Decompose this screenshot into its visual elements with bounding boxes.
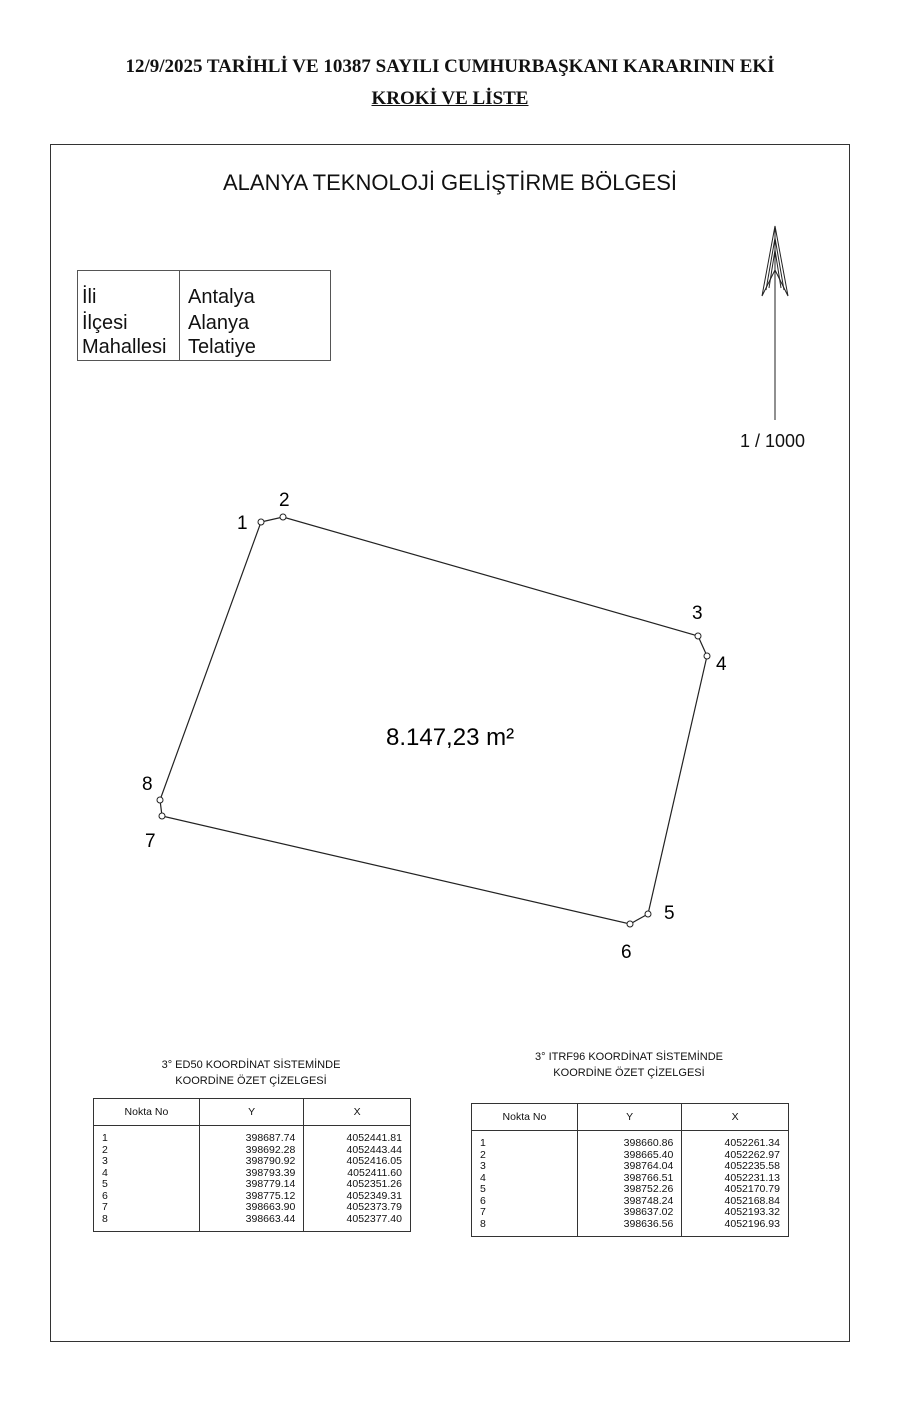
ilce-value: Alanya — [188, 312, 250, 334]
point-label: 2 — [279, 490, 290, 511]
point-number: 7 — [94, 1202, 200, 1214]
ed50-caption-line2: KOORDİNE ÖZET ÇİZELGESİ — [175, 1075, 327, 1087]
y-value: 398687.74 — [199, 1126, 303, 1145]
y-value: 398752.26 — [577, 1184, 681, 1196]
x-value: 4052193.32 — [682, 1207, 789, 1219]
point-number: 4 — [94, 1168, 200, 1180]
point-label: 7 — [145, 831, 156, 852]
point-number: 5 — [472, 1184, 578, 1196]
parcel-boundary — [160, 517, 707, 924]
ed50-caption — [92, 1057, 410, 1089]
column-header: X — [682, 1104, 789, 1131]
table-row — [94, 1214, 411, 1232]
vertex-marker — [280, 514, 286, 520]
point-number: 3 — [94, 1156, 200, 1168]
point-label: 3 — [692, 603, 703, 624]
il-label: İli — [82, 286, 97, 308]
table-row — [472, 1207, 789, 1219]
y-value: 398793.39 — [199, 1168, 303, 1180]
point-number: 8 — [94, 1214, 200, 1232]
point-number: 2 — [94, 1145, 200, 1157]
y-value: 398790.92 — [199, 1156, 303, 1168]
column-header: Nokta No — [472, 1104, 578, 1131]
y-value: 398748.24 — [577, 1196, 681, 1208]
point-number: 7 — [472, 1207, 578, 1219]
document-heading: 12/9/2025 TARİHLİ VE 10387 SAYILI CUMHURBAŞKANI KARARININ EKİ — [125, 56, 775, 77]
x-value: 4052261.34 — [682, 1131, 789, 1150]
column-header: Nokta No — [94, 1099, 200, 1126]
table-row — [472, 1184, 789, 1196]
column-header: X — [304, 1099, 411, 1126]
y-value: 398775.12 — [199, 1191, 303, 1203]
table-row — [94, 1126, 411, 1145]
x-value: 4052262.97 — [682, 1150, 789, 1162]
table-row — [472, 1161, 789, 1173]
y-value: 398636.56 — [577, 1219, 681, 1237]
y-value: 398663.44 — [199, 1214, 303, 1232]
vertex-marker — [258, 519, 264, 525]
y-value: 398766.51 — [577, 1173, 681, 1185]
x-value: 4052231.13 — [682, 1173, 789, 1185]
point-number: 1 — [472, 1131, 578, 1150]
vertex-marker — [627, 921, 633, 927]
column-header: Y — [577, 1104, 681, 1131]
point-number: 1 — [94, 1126, 200, 1145]
x-value: 4052170.79 — [682, 1184, 789, 1196]
scale-label: 1 / 1000 — [740, 431, 806, 451]
point-number: 6 — [94, 1191, 200, 1203]
point-label: 6 — [621, 942, 632, 963]
il-value: Antalya — [188, 286, 255, 308]
vertex-marker — [645, 911, 651, 917]
x-value: 4052349.31 — [304, 1191, 411, 1203]
north-arrow-icon — [762, 226, 788, 420]
mahalle-label: Mahallesi — [82, 336, 167, 358]
y-value: 398663.90 — [199, 1202, 303, 1214]
y-value: 398660.86 — [577, 1131, 681, 1150]
vertex-marker — [704, 653, 710, 659]
point-number: 4 — [472, 1173, 578, 1185]
vertex-marker — [159, 813, 165, 819]
x-value: 4052168.84 — [682, 1196, 789, 1208]
area-label: 8.147,23 m² — [386, 724, 515, 751]
document-subheading-text: KROKİ VE LİSTE — [371, 88, 529, 109]
ilce-label: İlçesi — [82, 312, 128, 334]
point-number: 8 — [472, 1219, 578, 1237]
y-value: 398665.40 — [577, 1150, 681, 1162]
x-value: 4052416.05 — [304, 1156, 411, 1168]
y-value: 398779.14 — [199, 1179, 303, 1191]
point-label: 1 — [237, 513, 248, 534]
itrf96-coordinate-table — [471, 1103, 789, 1237]
x-value: 4052196.93 — [682, 1219, 789, 1237]
x-value: 4052351.26 — [304, 1179, 411, 1191]
map-title: ALANYA TEKNOLOJİ GELİŞTİRME BÖLGESİ — [223, 170, 677, 195]
point-number: 6 — [472, 1196, 578, 1208]
itrf96-caption-line2: KOORDİNE ÖZET ÇİZELGESİ — [553, 1067, 705, 1079]
vertex-marker — [695, 633, 701, 639]
table-row — [94, 1156, 411, 1168]
point-label: 8 — [142, 774, 153, 795]
table-row — [94, 1179, 411, 1191]
ed50-caption-line1: 3° ED50 KOORDİNAT SİSTEMİNDE — [161, 1059, 341, 1071]
table-row — [472, 1131, 789, 1150]
x-value: 4052235.58 — [682, 1161, 789, 1173]
x-value: 4052377.40 — [304, 1214, 411, 1232]
point-number: 3 — [472, 1161, 578, 1173]
itrf96-caption — [470, 1049, 788, 1081]
column-header: Y — [199, 1099, 303, 1126]
point-label: 4 — [716, 654, 727, 675]
x-value: 4052441.81 — [304, 1126, 411, 1145]
table-row — [94, 1202, 411, 1214]
x-value: 4052373.79 — [304, 1202, 411, 1214]
itrf96-caption-line1: 3° ITRF96 KOORDİNAT SİSTEMİNDE — [535, 1051, 723, 1063]
ed50-coordinate-table — [93, 1098, 411, 1232]
point-label: 5 — [664, 903, 675, 924]
y-value: 398764.04 — [577, 1161, 681, 1173]
y-value: 398637.02 — [577, 1207, 681, 1219]
table-row — [472, 1219, 789, 1237]
point-number: 5 — [94, 1179, 200, 1191]
vertex-marker — [157, 797, 163, 803]
x-value: 4052443.44 — [304, 1145, 411, 1157]
y-value: 398692.28 — [199, 1145, 303, 1157]
point-number: 2 — [472, 1150, 578, 1162]
mahalle-value: Telatiye — [188, 336, 256, 358]
x-value: 4052411.60 — [304, 1168, 411, 1180]
